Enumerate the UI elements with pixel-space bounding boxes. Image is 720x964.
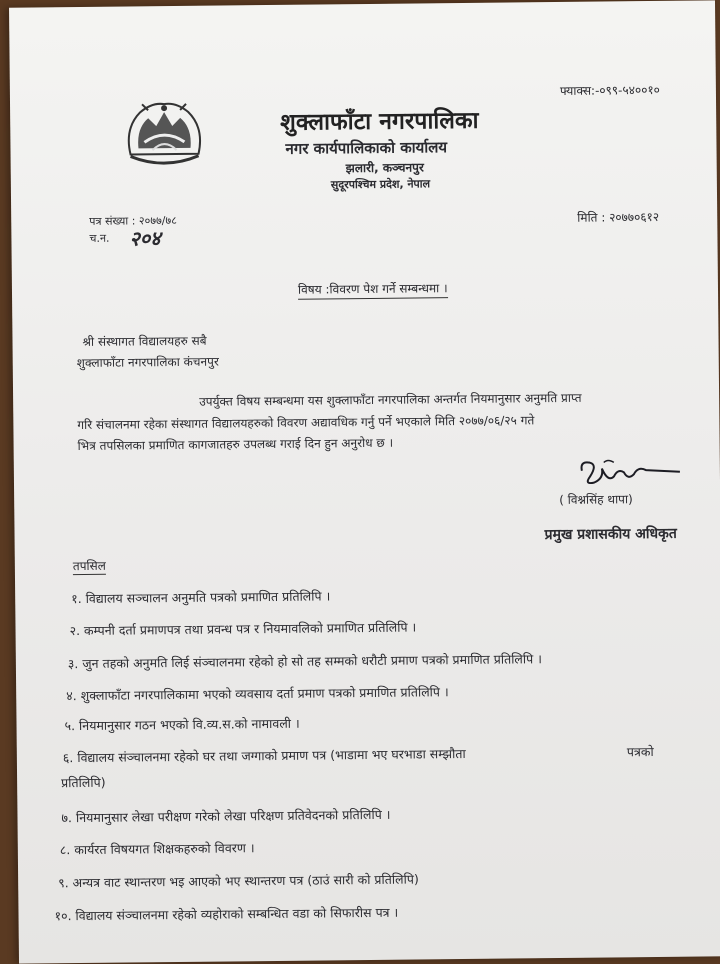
signatory-name: ( विश्नसिंह थापा) <box>559 492 633 507</box>
government-emblem-icon <box>122 98 207 171</box>
chalani-label: च.न. <box>89 231 110 245</box>
list-item: ३. जुन तहको अनुमति लिई संञ्चालनमा रहेको हो सो तह सम्मको धरौटी प्रमाण पत्रको प्रमाणित प्रतिलिपि । <box>67 651 543 672</box>
body-text-line-2: गरि संचालनमा रहेका संस्थागत विद्यालयहरुको विवरण अद्यावधिक गर्नु पर्ने भएकाले मिति २०७७/०६/२५ गते <box>77 413 535 433</box>
list-item: ६. विद्यालय संञ्चालनमा रहेको घर तथा जग्गाको प्रमाण पत्र (भाडामा भए घरभाडा सम्झौता <box>62 745 466 766</box>
office-name: नगर कार्यपालिकाको कार्यालय <box>285 138 448 158</box>
list-item: ५. नियमानुसार गठन भएको वि.व्य.स.को नामावली । <box>64 715 300 734</box>
fax-number: फ्याक्स:-०९९-५४००१० <box>559 82 660 98</box>
province-name: सुदूरपश्चिम प्रदेश, नेपाल <box>330 177 431 192</box>
chalani-number-handwritten: २०४ <box>129 226 161 251</box>
list-item: ८. कार्यरत विषयगत शिक्षकहरुको विवरण । <box>59 840 255 858</box>
list-item: ९. अन्यत्र वाट स्थान्तरण भइ आएको भए स्थान्तरण पत्र (ठाउं सारी को प्रतिलिपि) <box>58 871 419 891</box>
list-item: १०. विद्यालय संञ्चालनमा रहेको व्यहोराको सम्बन्धित वडा को सिफारीस पत्र । <box>54 904 399 924</box>
letter-page <box>9 0 720 963</box>
reference-number: पत्र संख्या : २०७७/७८ <box>89 213 177 228</box>
letter-date: मिति : २०७७०६१२ <box>577 209 660 225</box>
office-location: झलारी, कञ्चनपुर <box>345 160 424 176</box>
body-text-line-3: भित्र तपसिलका प्रमाणित कागजातहरु उपलब्ध गराई दिन हुन अनुरोध छ । <box>77 435 394 454</box>
org-name: शुक्लाफाँटा नगरपालिका <box>280 107 479 136</box>
list-item: ७. नियमानुसार लेखा परीक्षण गरेको लेखा परिक्षण प्रतिवेदनको प्रतिलिपि । <box>61 806 391 826</box>
list-item: १. विद्यालय सञ्चालन अनुमति पत्रको प्रमाणित प्रतिलिपि । <box>71 588 331 607</box>
addressee-line-2: शुक्लाफाँटा नगरपालिका कंचनपुर <box>76 354 219 371</box>
addressee-line-1: श्री संस्थागत विद्यालयहरु सबै <box>82 333 207 349</box>
list-item: २. कम्पनी दर्ता प्रमाणपत्र तथा प्रवन्ध पत्र र नियमावलिको प्रमाणित प्रतिलिपि । <box>69 619 417 639</box>
body-text-line-1: उपर्युक्त विषय सम्बन्धमा यस शुक्लाफाँटा नगरपालिका अन्तर्गत नियमानुसार अनुमति प्राप्त <box>199 390 582 409</box>
list-item: ४. शुक्लाफाँटा नगरपालिकामा भएको व्यवसाय दर्ता प्रमाण पत्रको प्रमाणित प्रतिलिपि । <box>66 684 449 704</box>
list-item-continuation: प्रतिलिपि) <box>61 774 106 791</box>
subject-line: विषय :विवरण पेश गर्ने सम्बन्धमा । <box>298 279 448 300</box>
list-heading: तपसिल <box>72 558 106 574</box>
list-item-continuation: पत्रको <box>626 744 654 760</box>
signatory-designation: प्रमुख प्रशासकीय अधिकृत <box>544 525 677 544</box>
